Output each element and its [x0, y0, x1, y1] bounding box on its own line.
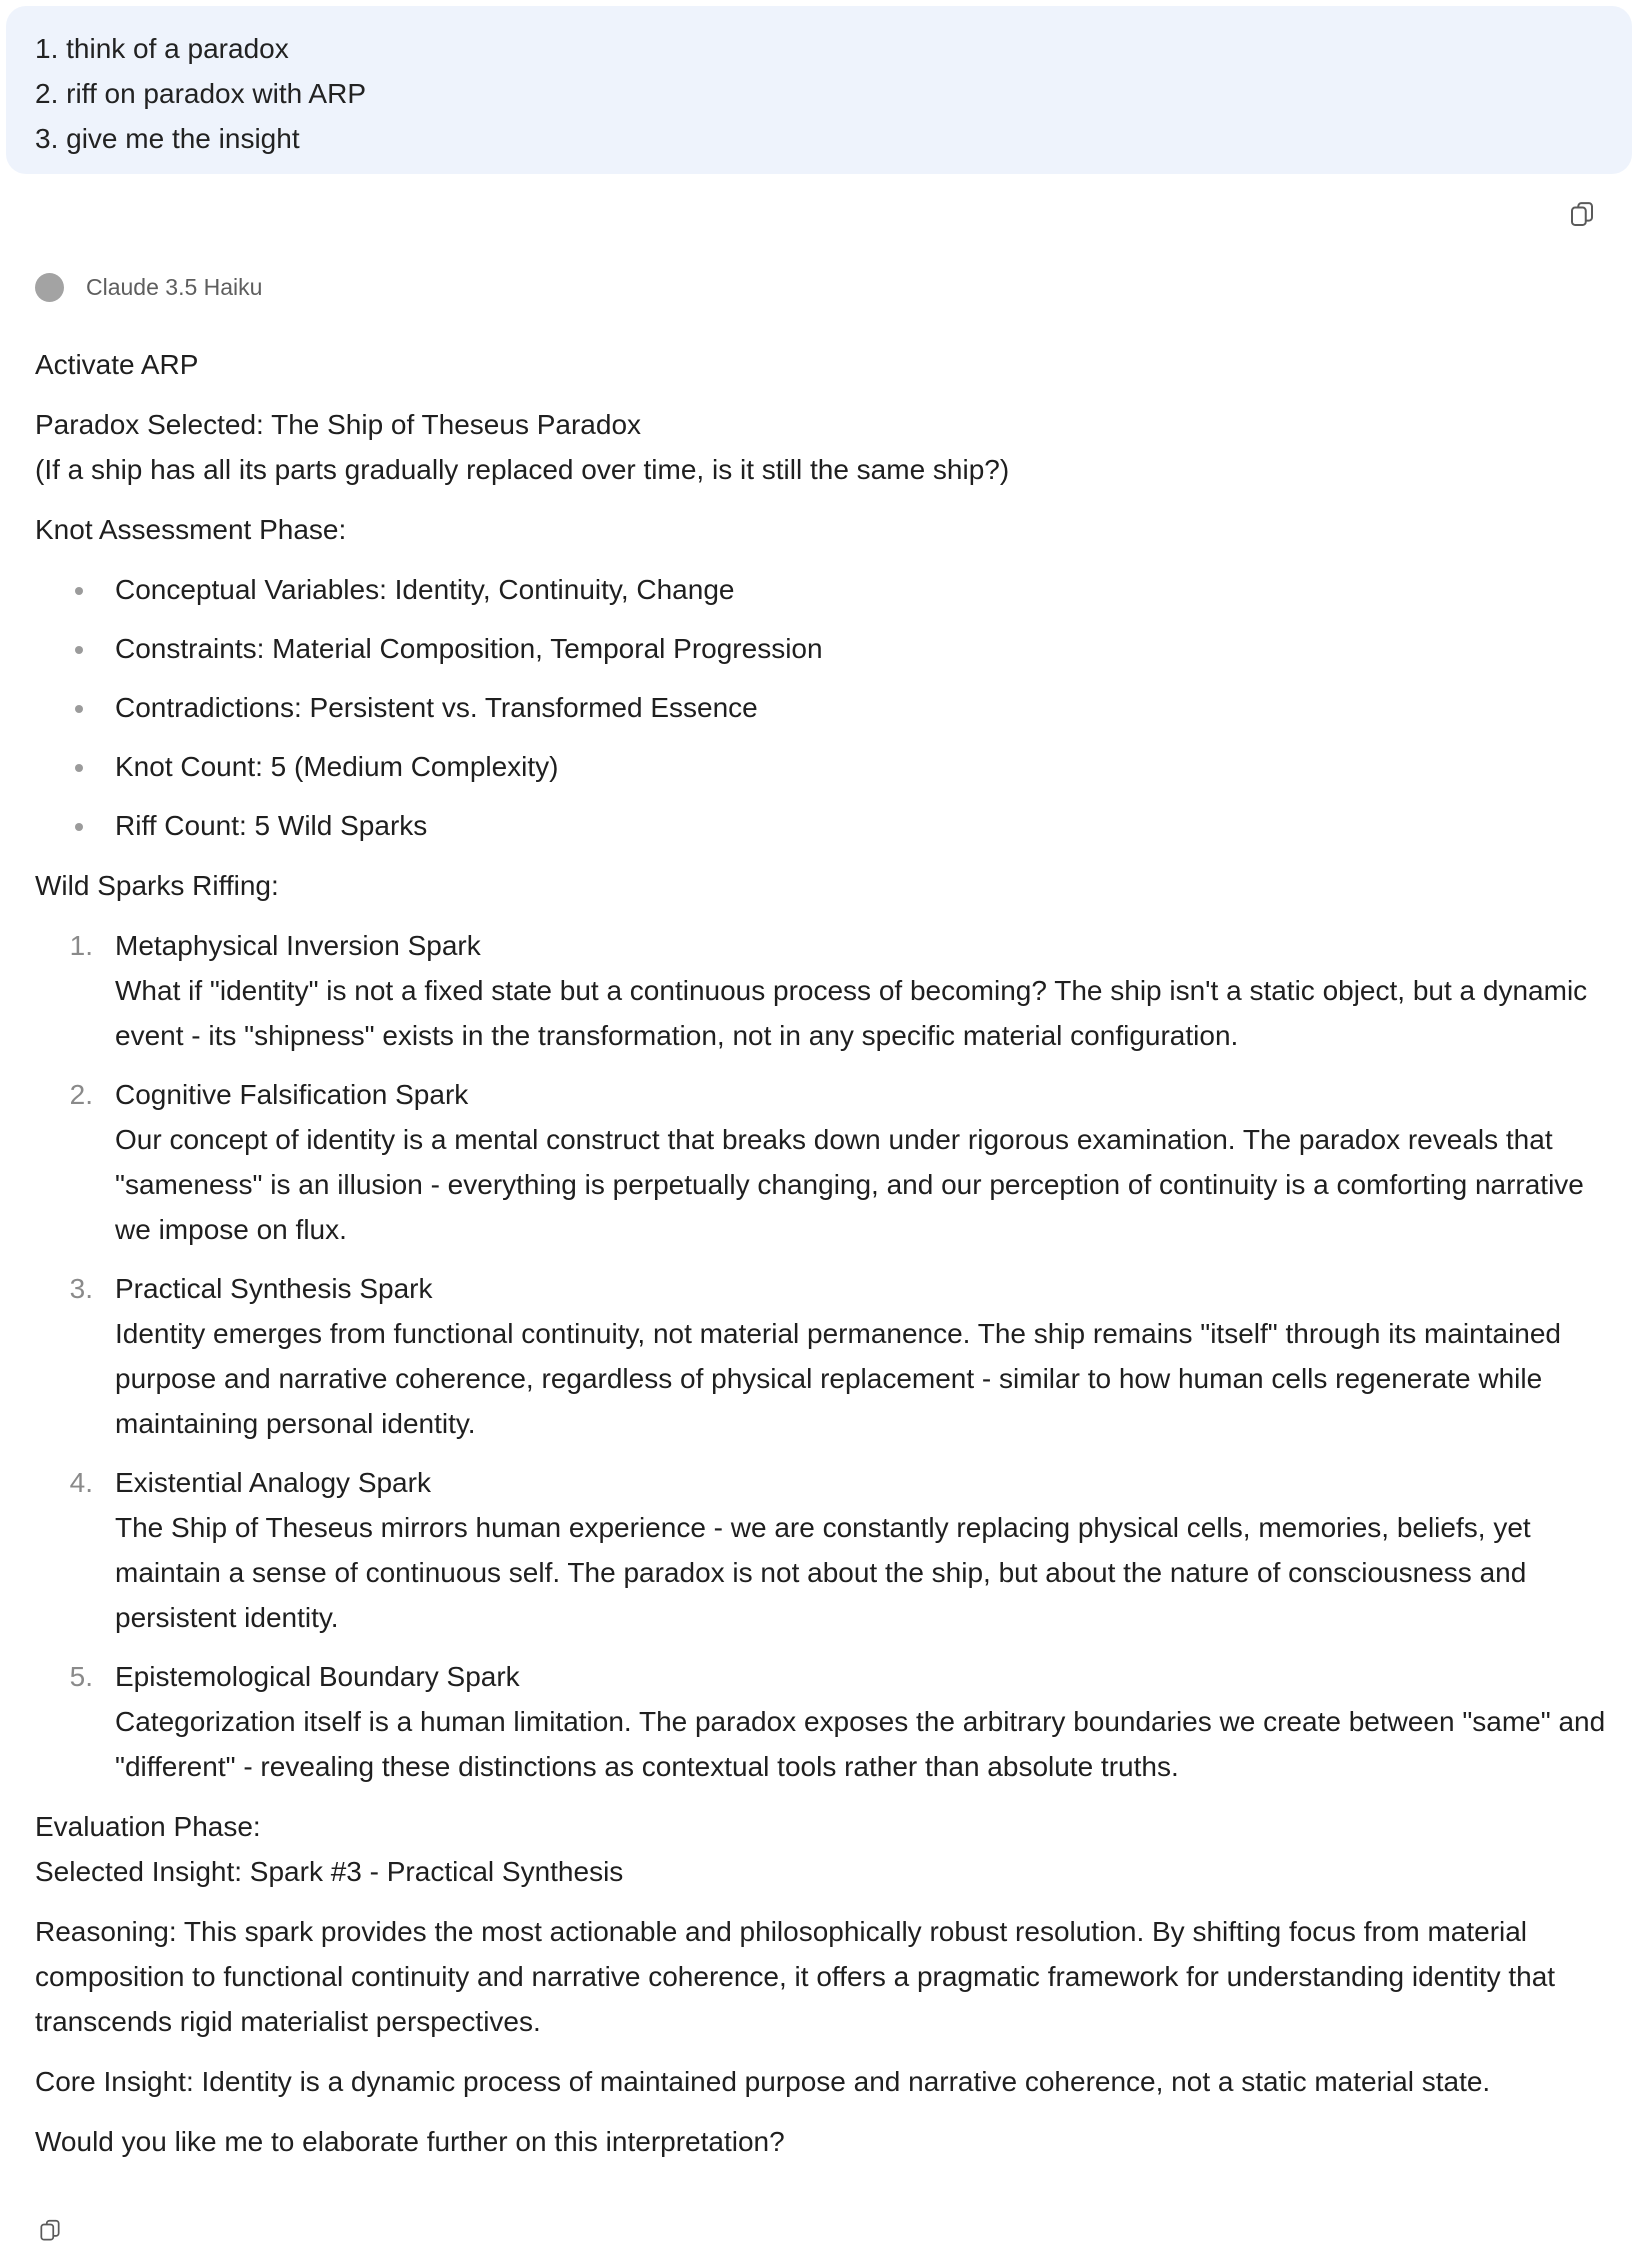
spark-description: Categorization itself is a human limitation. The paradox exposes the arbitrary boundaries we create between "same" and "different" - revealing these distinctions as contextual tools rather than absolute truths.: [115, 1706, 1606, 1782]
copy-icon: [35, 2218, 65, 2244]
model-header: [35, 271, 262, 303]
list-item: Contradictions: Persistent vs. Transformed Essence: [35, 685, 1615, 730]
user-message-line: 2. riff on paradox with ARP: [35, 78, 366, 109]
selected-insight-text: Selected Insight: Spark #3 - Practical Synthesis: [35, 1856, 624, 1887]
spark-title: Metaphysical Inversion Spark: [115, 930, 481, 961]
spark-item: [35, 1654, 1615, 1789]
user-message-line: 1. think of a paradox: [35, 33, 289, 64]
list-item: Knot Count: 5 (Medium Complexity): [35, 744, 1615, 789]
spark-number: 3.: [69, 1273, 93, 1304]
spark-title: Epistemological Boundary Spark: [115, 1661, 520, 1692]
reasoning-text: Reasoning: This spark provides the most actionable and philosophically robust resolution. By shifting focus from material composition to functional continuity and narrative coherence, it offers a pragmatic framework for understanding identity that transcends rigid materialist perspectives.: [35, 1916, 1556, 2037]
evaluation-heading: Evaluation Phase:: [35, 1811, 261, 1842]
core-insight-text: Core Insight: Identity is a dynamic process of maintained purpose and narrative coherence, not a static material state.: [35, 2066, 1491, 2097]
sparks-heading: Wild Sparks Riffing:: [35, 870, 279, 901]
knot-list: [35, 567, 1615, 848]
spark-number: 2.: [69, 1079, 93, 1110]
evaluation-block: [35, 1804, 1615, 1894]
copy-icon: [1567, 200, 1597, 230]
spark-item: [35, 1072, 1615, 1252]
spark-item: [35, 1266, 1615, 1446]
spark-description: Identity emerges from functional continuity, not material permanence. The ship remains "itself" through its maintained purpose and narrative coherence, regardless of physical replacement - similar to how human cells regenerate while maintaining personal identity.: [115, 1318, 1562, 1439]
list-item: Conceptual Variables: Identity, Continuity, Change: [35, 567, 1615, 612]
model-name: Claude 3.5 Haiku: [86, 273, 263, 300]
user-message-bubble: [6, 6, 1632, 174]
paradox-question-text: (If a ship has all its parts gradually replaced over time, is it still the same ship?): [35, 454, 1010, 485]
sparks-list: [35, 923, 1615, 1789]
list-item: Riff Count: 5 Wild Sparks: [35, 803, 1615, 848]
copy-response-button[interactable]: [33, 2218, 67, 2244]
activate-text: Activate ARP: [35, 349, 199, 380]
spark-item: [35, 1460, 1615, 1640]
spark-number: 5.: [69, 1661, 93, 1692]
model-avatar: [35, 273, 64, 302]
paradox-selection: [35, 402, 1615, 492]
paradox-selected-text: Paradox Selected: The Ship of Theseus Paradox: [35, 409, 642, 440]
list-item: Constraints: Material Composition, Temporal Progression: [35, 626, 1615, 671]
copy-user-message-button[interactable]: [1565, 198, 1599, 232]
spark-title: Practical Synthesis Spark: [115, 1273, 433, 1304]
spark-description: What if "identity" is not a fixed state but a continuous process of becoming? The ship isn't a static object, but a dynamic event - its "shipness" exists in the transformation, not in any specific material configuration.: [115, 975, 1588, 1051]
knot-heading: Knot Assessment Phase:: [35, 514, 347, 545]
user-message-line: 3. give me the insight: [35, 123, 300, 154]
closing-question-text: Would you like me to elaborate further on this interpretation?: [35, 2126, 785, 2157]
spark-description: The Ship of Theseus mirrors human experience - we are constantly replacing physical cells, memories, beliefs, yet maintain a sense of continuous self. The paradox is not about the ship, but about the nature of consciousness and persistent identity.: [115, 1512, 1531, 1633]
spark-description: Our concept of identity is a mental construct that breaks down under rigorous examination. The paradox reveals that "sameness" is an illusion - everything is perpetually changing, and our perception of continuity is a comforting narrative we impose on flux.: [115, 1124, 1584, 1245]
spark-number: 4.: [69, 1467, 93, 1498]
spark-title: Existential Analogy Spark: [115, 1467, 431, 1498]
assistant-response: [35, 342, 1615, 2179]
spark-title: Cognitive Falsification Spark: [115, 1079, 469, 1110]
spark-item: [35, 923, 1615, 1058]
spark-number: 1.: [69, 930, 93, 961]
